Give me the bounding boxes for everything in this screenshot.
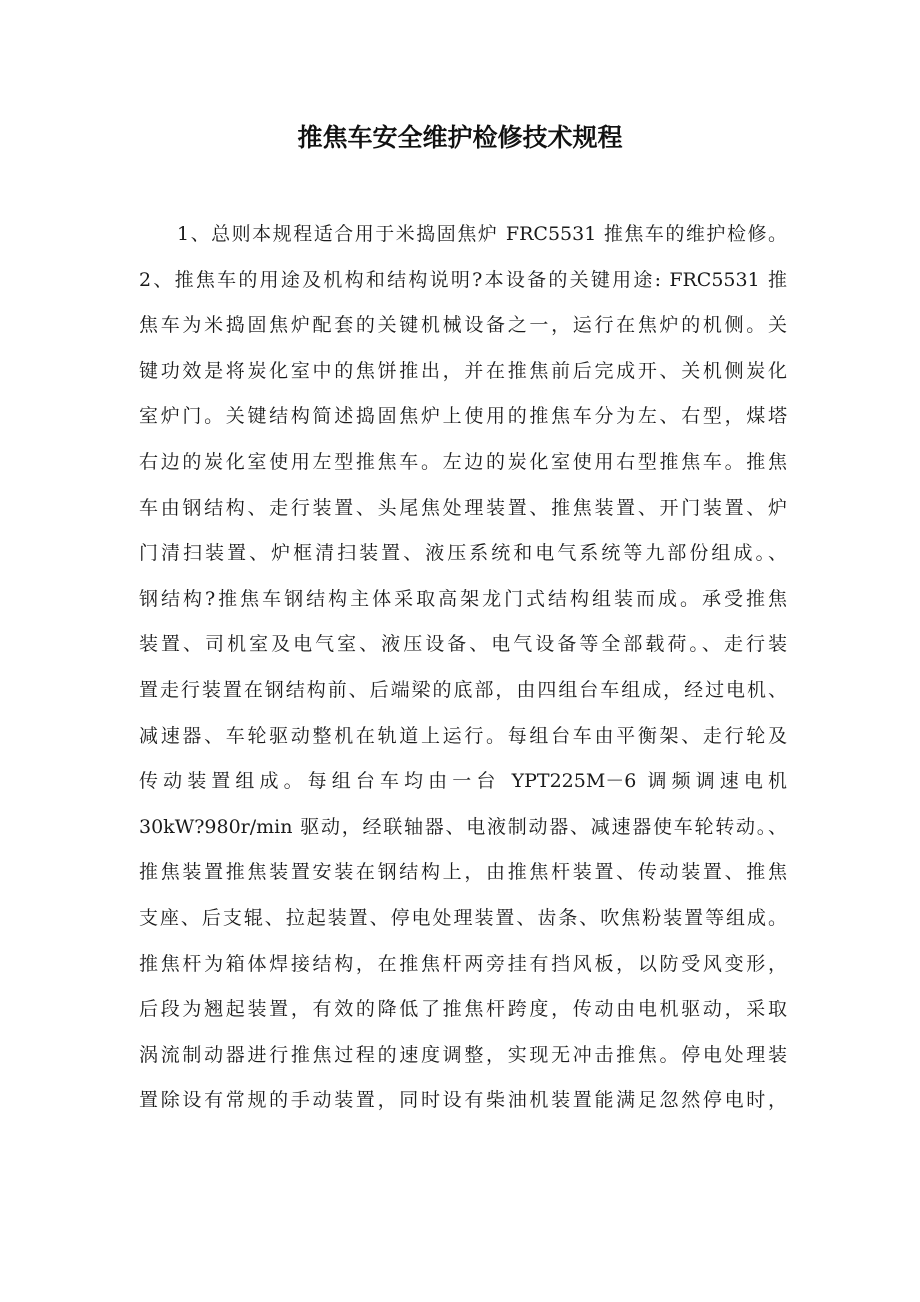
body-line: 车由钢结构、走行装置、头尾焦处理装置、推焦装置、开门装置、炉 [139, 496, 787, 519]
body-line: 焦车为米捣固焦炉配套的关键机械设备之一，运行在焦炉的机侧。关 [139, 314, 787, 337]
body-line: 推焦装置推焦装置安装在钢结构上，由推焦杆装置、传动装置、推焦 [139, 861, 787, 884]
body-line: 右边的炭化室使用左型推焦车。左边的炭化室使用右型推焦车。推焦 [139, 450, 787, 473]
body-line: 涡流制动器进行推焦过程的速度调整，实现无冲击推焦。停电处理装 [139, 1043, 787, 1066]
document-title: 推焦车安全维护检修技术规程 [297, 123, 623, 152]
body-line: 后段为翘起装置，有效的降低了推焦杆跨度，传动由电机驱动，采取 [139, 998, 787, 1021]
body-line: 30kW?980r/min 驱动，经联轴器、电液制动器、减速器使车轮转动。、 [139, 815, 787, 838]
body-line: 1、总则本规程适合用于米捣固焦炉 FRC5531 推焦车的维护检修。 [177, 223, 787, 245]
body-line: 门清扫装置、炉框清扫装置、液压系统和电气系统等九部份组成。、 [139, 542, 787, 565]
body-line: 2、推焦车的用途及机构和结构说明?本设备的关键用途: FRC5531 推 [139, 268, 787, 291]
document-body [139, 212, 787, 1124]
body-line: 推焦杆为箱体焊接结构，在推焦杆两旁挂有挡风板，以防受风变形， [139, 952, 787, 975]
body-line: 传动装置组成。每组台车均由一台 YPT225M－6 调频调速电机 [139, 770, 787, 793]
body-line: 置除设有常规的手动装置，同时设有柴油机装置能满足忽然停电时， [139, 1089, 787, 1112]
body-line: 置走行装置在钢结构前、后端梁的底部，由四组台车组成，经过电机、 [139, 678, 787, 701]
body-line: 支座、后支辊、拉起装置、停电处理装置、齿条、吹焦粉装置等组成。 [139, 906, 787, 929]
body-line: 室炉门。关键结构简述捣固焦炉上使用的推焦车分为左、右型，煤塔 [139, 405, 787, 428]
body-line: 减速器、车轮驱动整机在轨道上运行。每组台车由平衡架、走行轮及 [139, 724, 787, 747]
body-line: 键功效是将炭化室中的焦饼推出，并在推焦前后完成开、关机侧炭化 [139, 359, 787, 382]
body-line: 装置、司机室及电气室、液压设备、电气设备等全部载荷。、走行装 [139, 633, 787, 656]
body-line: 钢结构?推焦车钢结构主体采取高架龙门式结构组装而成。承受推焦 [139, 587, 787, 610]
